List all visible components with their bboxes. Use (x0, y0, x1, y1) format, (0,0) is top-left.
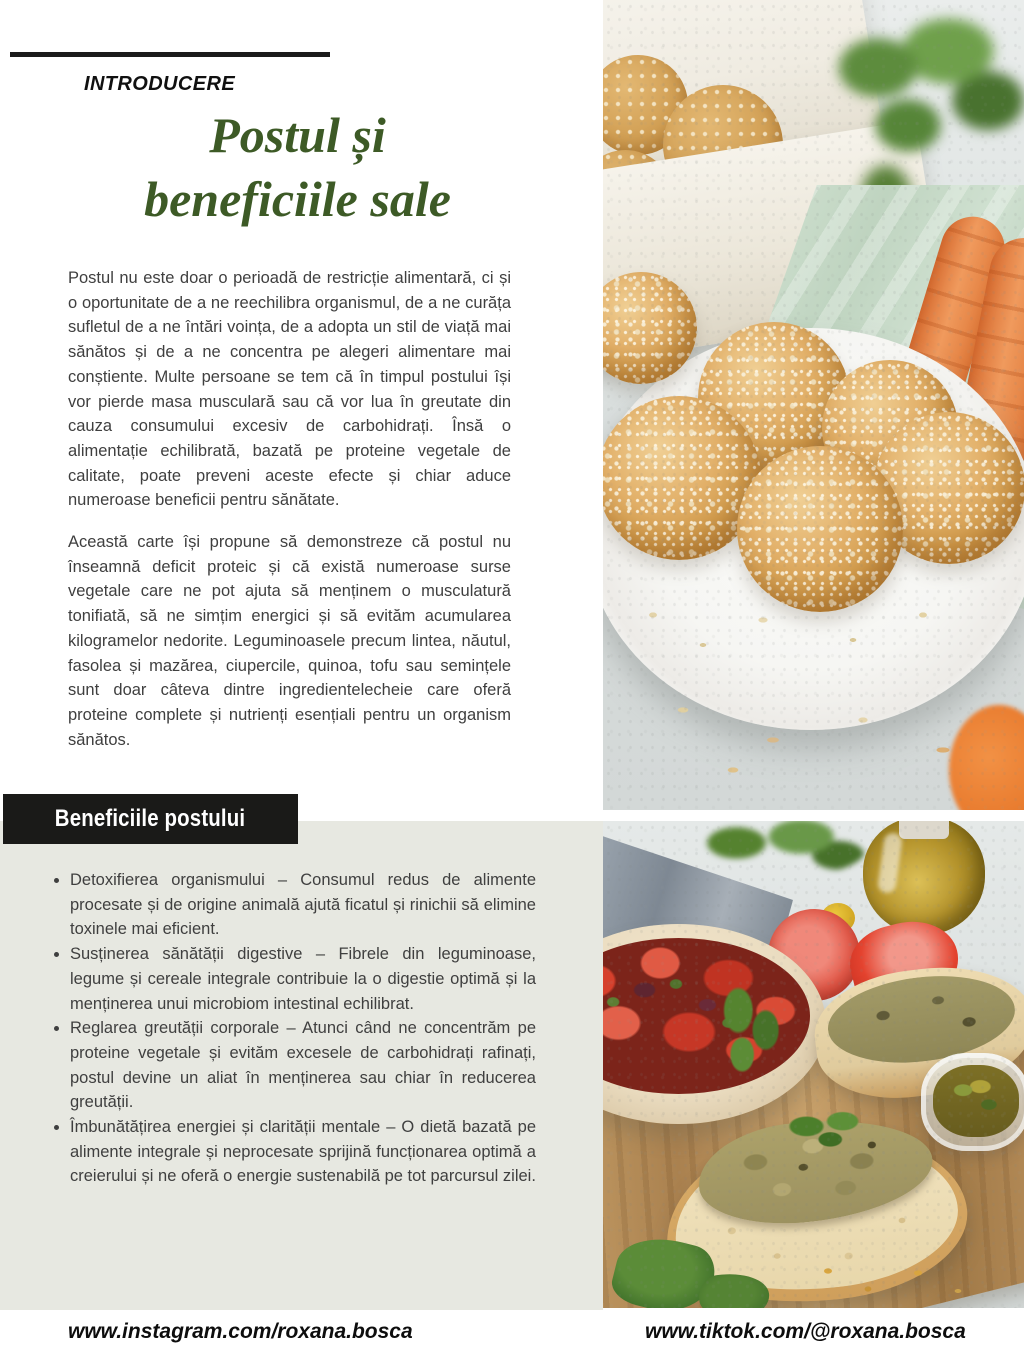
basil-sprig (711, 981, 789, 1079)
list-item: • Reglarea greutății corporale – Atunci când ne concentrăm pe proteine vegetale și evităm excesele de carbohidrați rafinați, postul devine un aliat în menținerea sau chiar în reducerea greutății. (70, 1016, 536, 1115)
top-rule (10, 52, 330, 57)
list-item: • Îmbunătățirea energiei și clarității mentale – O dietă bazată pe alimente integrale și neprocesate sprijină funcționarea optimă a creierului și ne oferă o energie sustenabilă pe tot parcursul zilei. (70, 1115, 536, 1189)
tiktok-link[interactable]: www.tiktok.com/@roxana.bosca (645, 1320, 966, 1343)
page-title-line-2: beneficiile sale (144, 171, 451, 227)
intro-text-column (68, 266, 511, 769)
photo-energy-balls (603, 0, 1024, 810)
list-item: • Susținerea sănătății digestive – Fibrele din leguminoase, legume și cereale integrale contribuie la o digestie optimă și la menținerea unui microbiom intestinal echilibrat. (70, 942, 536, 1016)
instagram-link[interactable]: www.instagram.com/roxana.bosca (68, 1320, 413, 1343)
crumb-scatter (808, 1251, 988, 1306)
section-heading-label: Beneficiile postului (55, 805, 246, 832)
list-item: • Detoxifierea organismului – Consumul redus de alimente procesate și de origine animală ajută ficatul și rinichii să elimine toxinele mai eficient. (70, 868, 536, 942)
energy-ball (737, 446, 903, 612)
photo-bruschetta-platter (603, 821, 1024, 1308)
pesto-jar (921, 1053, 1024, 1151)
page-title (15, 103, 580, 231)
carrot-greens (828, 10, 1024, 175)
intro-paragraph-1: Postul nu este doar o perioadă de restricție alimentară, ci și o oportunitate de a ne reechilibra organismul, de a ne curăța sufletul de a ne întări voința, de a adopta un stil de viață mai sănătos și de a ne concentra pe alegeri alimentare mai conștiente. Multe persoane se tem că în timpul postului își vor pierde masa musculară sau că vor lua în greutate din cauza consumului excesiv de carbohidrați. Însă o alimentație echilibrată, bazată pe proteine vegetale de calitate, poate preveni aceste efecte și chiar aduce numeroase beneficii pentru sănătate. (68, 269, 511, 510)
kicker: INTRODUCERE (84, 73, 236, 95)
benefits-list (46, 868, 536, 1189)
page-title-line-1: Postul și (209, 107, 386, 163)
olive-oil-bottle (863, 821, 985, 935)
section-heading-banner (3, 794, 298, 844)
basil-garnish (778, 1103, 873, 1155)
basil-leaves (681, 821, 866, 877)
intro-paragraph-2: Această carte își propune să demonstreze că postul nu înseamnă deficit proteic și că există numeroase surse vegetale care ne pot ajuta să menținem o musculatură tonifiată, să ne simțim energici și să evităm acumularea kilogramelor nedorite. Leguminoasele precum lintea, năutul, fasolea și mazărea, ciupercile, quinoa, tofu sau semințele sunt doar câteva dintre ingredientelecheie care oferă proteine complete și nutrienți esențiali pentru un organism sănătos. (68, 533, 511, 749)
